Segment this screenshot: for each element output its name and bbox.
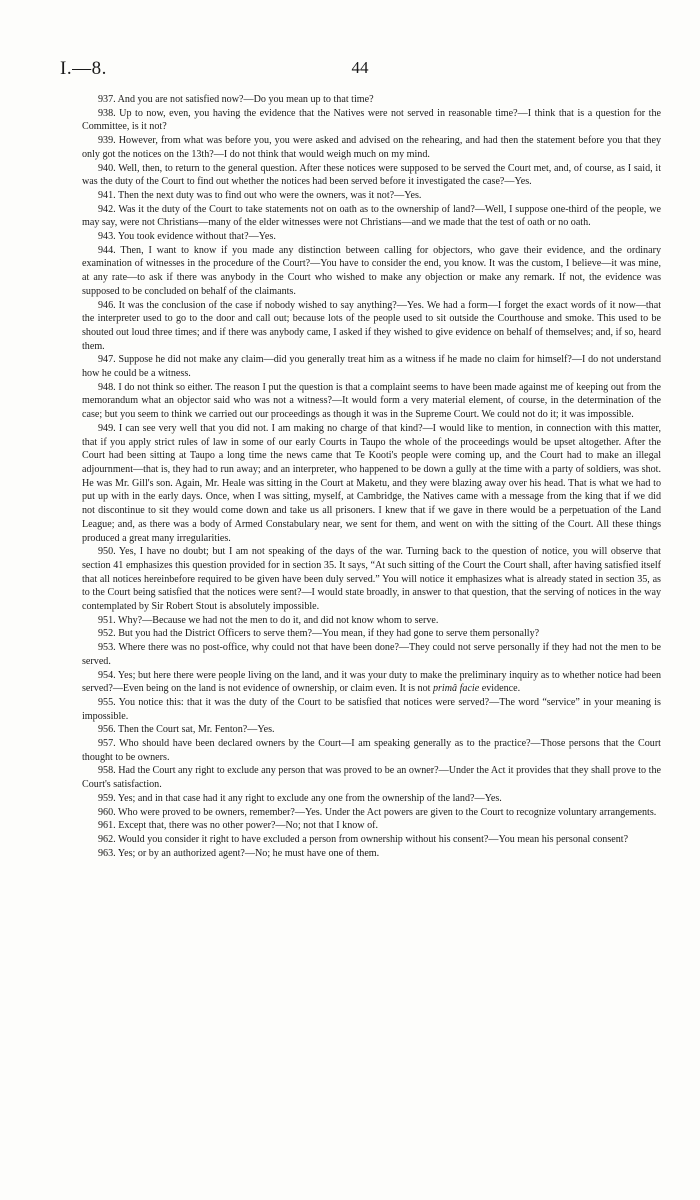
question-940: 940. Well, then, to return to the general question. After these notices were supposed to be served the Court met, and, of course, as I said, it was the duty of the Court to find out whether the notices had been served before it investigated the case?—Yes. (82, 162, 661, 188)
question-number: 955 (98, 696, 114, 708)
question-942: 942. Was it the duty of the Court to take statements not on oath as to the ownership of land?—Well, I suppose one-third of the people, we may say, were not Christians—many of the elder witnesses were not Christians—and we made that the test of oath or no oath. (82, 203, 661, 229)
question-number: 958 (98, 765, 114, 777)
question-946: 946. It was the conclusion of the case if nobody wished to say anything?—Yes. We had a form—I forget the exact words of it now—that the interpreter used to go to the door and call out; because lots of the people used to sit outside the Courthouse and smoke. This used to be shouted out loud three times; and if there was anybody came, I asked if they wished to give evidence on behalf of themselves; and, if so, heard them. (82, 299, 662, 352)
question-number: 950 (98, 546, 114, 558)
question-text: Was it the duty of the Court to take statements not on oath as to the ownership of land?—Well, I suppose one-third of the people, we may say, were not Christians—many of the elder witnesses were not Christians—and we made that the test of oath or no oath. (82, 203, 661, 229)
question-number: 952 (98, 628, 114, 640)
question-text: Why?—Because we had not the men to do it, and did not know whom to serve. (118, 614, 439, 626)
question-text: I do not think so either. The reason I put the question is that a complaint seems to have been made against me of keeping out from the memorandum what an objector said who was not a witness?—It would form a very material element, of course, in the determination of the case; but you seem to think we carried out our proceedings as though it was in the Supreme Court. We could not do it; it was impossible. (82, 381, 662, 421)
question-number: 942 (98, 203, 114, 215)
question-text: Had the Court any right to exclude any person that was proved to be an owner?—Under the Act it provides that they shall prove to the Court's satisfaction. (82, 765, 661, 791)
question-949: 949. I can see very well that you did not. I am making no charge of that kind?—I would like to mention, in connection with this matter, that if you apply strict rules of law in some of our early Courts in Taupo the whole of the proceedings would be upset altogether. After the Court had been sitting at Taupo a long time the news came that Te Kooti's people were coming up, and the Court had to make an illegal adjournment—that is, they had to run away; and an interpreter, who happened to be down a gully at the time with a party of soldiers, was shot. He was Mr. Gill's son. Again, Mr. Heale was sitting in the Court at Maketu, and they were blazing away over his head. That is what we had to put up with in the early days. Once, when I was sitting, myself, at Cambridge, the Natives came with a message from the king that if we did not discontinue to sit they would come down and take us all prisoners. I knew that if we gave in there would be a perpetuation of the Land League; and, as there was a body of Armed Constabulary near, we sent for them, and went on with the sitting of the Court. All these things produced a great many irregularities. (82, 422, 662, 544)
question-text: But you had the District Officers to serve them?—You mean, if they had gone to serve them personally? (118, 628, 540, 640)
question-text: Except that, there was no other power?—No; not that I know of. (118, 820, 379, 832)
question-text: Up to now, even, you having the evidence that the Natives were not served in reasonable time?—I think that is a question for the Committee, is it not? (82, 107, 661, 133)
question-951: 951. Why?—Because we had not the men to do it, and did not know whom to serve. (98, 614, 439, 626)
question-text: Then, I want to know if you made any distinction between calling for objectors, who gave their evidence, and the ordinary examination of witnesses in the procedure of the Court?—You have to consider the end, you know. It was the custom, I believe—it was mine, at any rate—to ask if there was anybody in the Court who wished to make any objection or make any remark. If not, the evidence was supposed to be concluded on behalf of the claimants. (82, 244, 661, 297)
question-text: Would you consider it right to have excluded a person from ownership without his consent?—You mean his personal consent? (118, 833, 629, 845)
question-938: 938. Up to now, even, you having the evidence that the Natives were not served in reasonable time?—I think that is a question for the Committee, is it not? (82, 107, 661, 133)
transcript-body (82, 93, 661, 860)
italic-latin-term: primâ facie (432, 683, 480, 695)
question-number: 961 (98, 820, 114, 832)
question-937: 937. And you are not satisfied now?—Do you mean up to that time? (98, 94, 374, 105)
question-number: 954 (98, 669, 114, 681)
question-960: 960. Who were proved to be owners, remember?—Yes. Under the Act powers are given to the Court to recognize voluntary arrangements. (98, 806, 657, 818)
question-941: 941. Then the next duty was to find out who were the owners, was it not?—Yes. (98, 189, 422, 201)
question-number: 949 (98, 422, 114, 434)
question-number: 956 (98, 724, 114, 736)
question-text: Yes, I have no doubt; but I am not speaking of the days of the war. Turning back to the question of notice, you will observe that section 41 emphasizes this question provided for in section 35. It says, “At such sitting of the Court the Court shall, after having satisfied itself that all notices hereinbefore required to be given have been duly served.” You will notice it emphasizes what is already stated in section 35, as to the Court being satisfied that the notices were sent?—I would state broadly, in answer to that question, that the serving of notices in the way contemplated by Sir Robert Stout is absolutely impossible. (82, 546, 661, 613)
question-text: However, from what was before you, you were asked and advised on the rehearing, and had then the statement before you that they only got the notices on the 13th?—I do not think that would weigh much on my mind. (82, 135, 661, 160)
page-header (60, 58, 660, 82)
question-text: And you are not satisfied now?—Do you mean up to that time? (117, 94, 374, 105)
question-944: 944. Then, I want to know if you made any distinction between calling for objectors, who gave their evidence, and the ordinary examination of witnesses in the procedure of the Court?—You have to consider the end, you know. It was the custom, I believe—it was mine, at any rate—to ask if there was anybody in the Court who wished to make any objection or make any remark. If not, the evidence was supposed to be concluded on behalf of the claimants. (82, 244, 661, 297)
question-text: Yes; and in that case had it any right to exclude any one from the ownership of the land?—Yes. (117, 792, 502, 804)
question-number: 944 (98, 244, 114, 256)
question-text: Then the next duty was to find out who were the owners, was it not?—Yes. (118, 189, 422, 201)
question-950: 950. Yes, I have no doubt; but I am not speaking of the days of the war. Turning back to the question of notice, you will observe that section 41 emphasizes this question provided for in section 35. It says, “At such sitting of the Court the Court shall, after having satisfied itself that all notices hereinbefore required to be given have been duly served.” You will notice it emphasizes what is already stated in section 35, as to the Court being satisfied that the notices were sent?—I would state broadly, in answer to that question, that the serving of notices in the way contemplated by Sir Robert Stout is absolutely impossible. (82, 546, 661, 613)
question-959: 959. Yes; and in that case had it any right to exclude any one from the ownership of the land?—Yes. (98, 792, 502, 804)
question-text: Where there was no post-office, why could not that have been done?—They could not serve personally if they had not the men to be served. (82, 642, 661, 667)
question-number: 951 (98, 614, 114, 626)
question-text-end: evidence. (479, 683, 521, 695)
question-956: 956. Then the Court sat, Mr. Fenton?—Yes. (98, 724, 275, 736)
question-text: You took evidence without that?—Yes. (117, 231, 276, 243)
question-number: 959 (98, 792, 114, 804)
question-text: You notice this: that it was the duty of the Court to be satisfied that notices were served?—The word “service” in your meaning is impossible. (82, 696, 661, 722)
question-number: 943 (98, 231, 114, 243)
question-text: It was the conclusion of the case if nobody wished to say anything?—Yes. We had a form—I forget the exact words of it now—that the interpreter used to go to the door and call out; because lots of the people used to sit outside the Courthouse and smoke. This used to be shouted out loud three times; and if there was anybody came, I asked if they wished to give evidence on behalf of themselves; and, if so, heard them. (82, 299, 662, 352)
question-958: 958. Had the Court any right to exclude any person that was proved to be an owner?—Under the Act it provides that they shall prove to the Court's satisfaction. (82, 765, 661, 791)
question-number: 946 (98, 299, 114, 311)
question-947: 947. Suppose he did not make any claim—did you generally treat him as a witness if he made no claim for himself?—I do not understand how he could be a witness. (82, 354, 661, 380)
question-number: 962 (98, 833, 114, 845)
question-number: 938 (98, 107, 114, 119)
question-963: 963. Yes; or by an authorized agent?—No; he must have one of them. (98, 847, 380, 859)
parliamentary-paper-reference: I.—8. (60, 58, 107, 79)
question-954: 954. Yes; but here there were people living on the land, and it was your duty to make the preliminary inquiry as to whether notice had been served?—Even being on the land is not evidence of ownership, or claim even. It is not primâ facie evidence. (82, 669, 661, 695)
question-text: Then the Court sat, Mr. Fenton?—Yes. (118, 724, 275, 736)
question-number: 953 (98, 642, 114, 654)
question-939: 939. However, from what was before you, you were asked and advised on the rehearing, and had then the statement before you that they only got the notices on the 13th?—I do not think that would weigh much on my mind. (82, 135, 661, 160)
question-957: 957. Who should have been declared owners by the Court—I am speaking generally as to the practice?—Those persons that the Court thought to be owners. (82, 738, 661, 763)
question-953: 953. Where there was no post-office, why could not that have been done?—They could not serve personally if they had not the men to be served. (82, 642, 661, 667)
question-number: 957 (98, 738, 114, 750)
question-948: 948. I do not think so either. The reason I put the question is that a complaint seems to have been made against me of keeping out from the memorandum what an objector said who was not a witness?—It would form a very material element, of course, in the determination of the case; but you seem to think we carried out our proceedings as though it was in the Supreme Court. We could not do it; it was impossible. (82, 381, 662, 421)
question-text: Yes; but here there were people living on the land, and it was your duty to make the preliminary inquiry as to whether notice had been served?—Even being on the land is not evidence of ownership, or claim even. It is not (82, 669, 661, 695)
page-number: 44 (351, 58, 369, 77)
question-952: 952. But you had the District Officers to serve them?—You mean, if they had gone to serve them personally? (98, 628, 540, 640)
question-962: 962. Would you consider it right to have excluded a person from ownership without his consent?—You mean his personal consent? (98, 833, 629, 845)
question-number: 937 (98, 94, 114, 105)
question-text: I can see very well that you did not. I am making no charge of that kind?—I would like to mention, in connection with this matter, that if you apply strict rules of law in some of our early Courts in Taupo the whole of the proceedings would be upset altogether. After the Court had been sitting at Taupo a long time the news came that Te Kooti's people were coming up, and the Court had to make an illegal adjournment—that is, they had to run away; and an interpreter, who happened to be down a gully at the time with a party of soldiers, was shot. He was Mr. Gill's son. Again, Mr. Heale was sitting in the Court at Maketu, and they were blazing away over his head. That is what we had to put up with in the early days. Once, when I was sitting, myself, at Cambridge, the Natives came with a message from the king that if we did not discontinue to sit they would come down and take us all prisoners. I knew that if we gave in there would be a perpetuation of the Land League; and, as there was a body of Armed Constabulary near, we sent for them, and went on with the sitting of the Court. All these things produced a great many irregularities. (82, 422, 662, 544)
question-number: 940 (98, 162, 114, 174)
question-number: 948 (98, 381, 114, 393)
question-number: 941 (98, 189, 114, 201)
question-text: Who should have been declared owners by the Court—I am speaking generally as to the practice?—Those persons that the Court thought to be owners. (82, 738, 661, 763)
question-number: 947 (98, 354, 114, 366)
question-text: Yes; or by an authorized agent?—No; he must have one of them. (117, 847, 380, 859)
question-943: 943. You took evidence without that?—Yes. (98, 231, 276, 243)
question-961: 961. Except that, there was no other power?—No; not that I know of. (98, 820, 379, 832)
question-text: Well, then, to return to the general question. After these notices were supposed to be served the Court met, and, of course, as I said, it was the duty of the Court to find out whether the notices had been served before it investigated the case?—Yes. (82, 162, 661, 188)
question-number: 939 (98, 135, 114, 147)
question-number: 960 (98, 806, 114, 818)
question-955: 955. You notice this: that it was the duty of the Court to be satisfied that notices were served?—The word “service” in your meaning is impossible. (82, 696, 661, 722)
question-text: Who were proved to be owners, remember?—Yes. Under the Act powers are given to the Court to recognize voluntary arrangements. (118, 806, 657, 818)
question-number: 963 (98, 847, 114, 859)
question-text: Suppose he did not make any claim—did you generally treat him as a witness if he made no claim for himself?—I do not understand how he could be a witness. (82, 354, 661, 380)
